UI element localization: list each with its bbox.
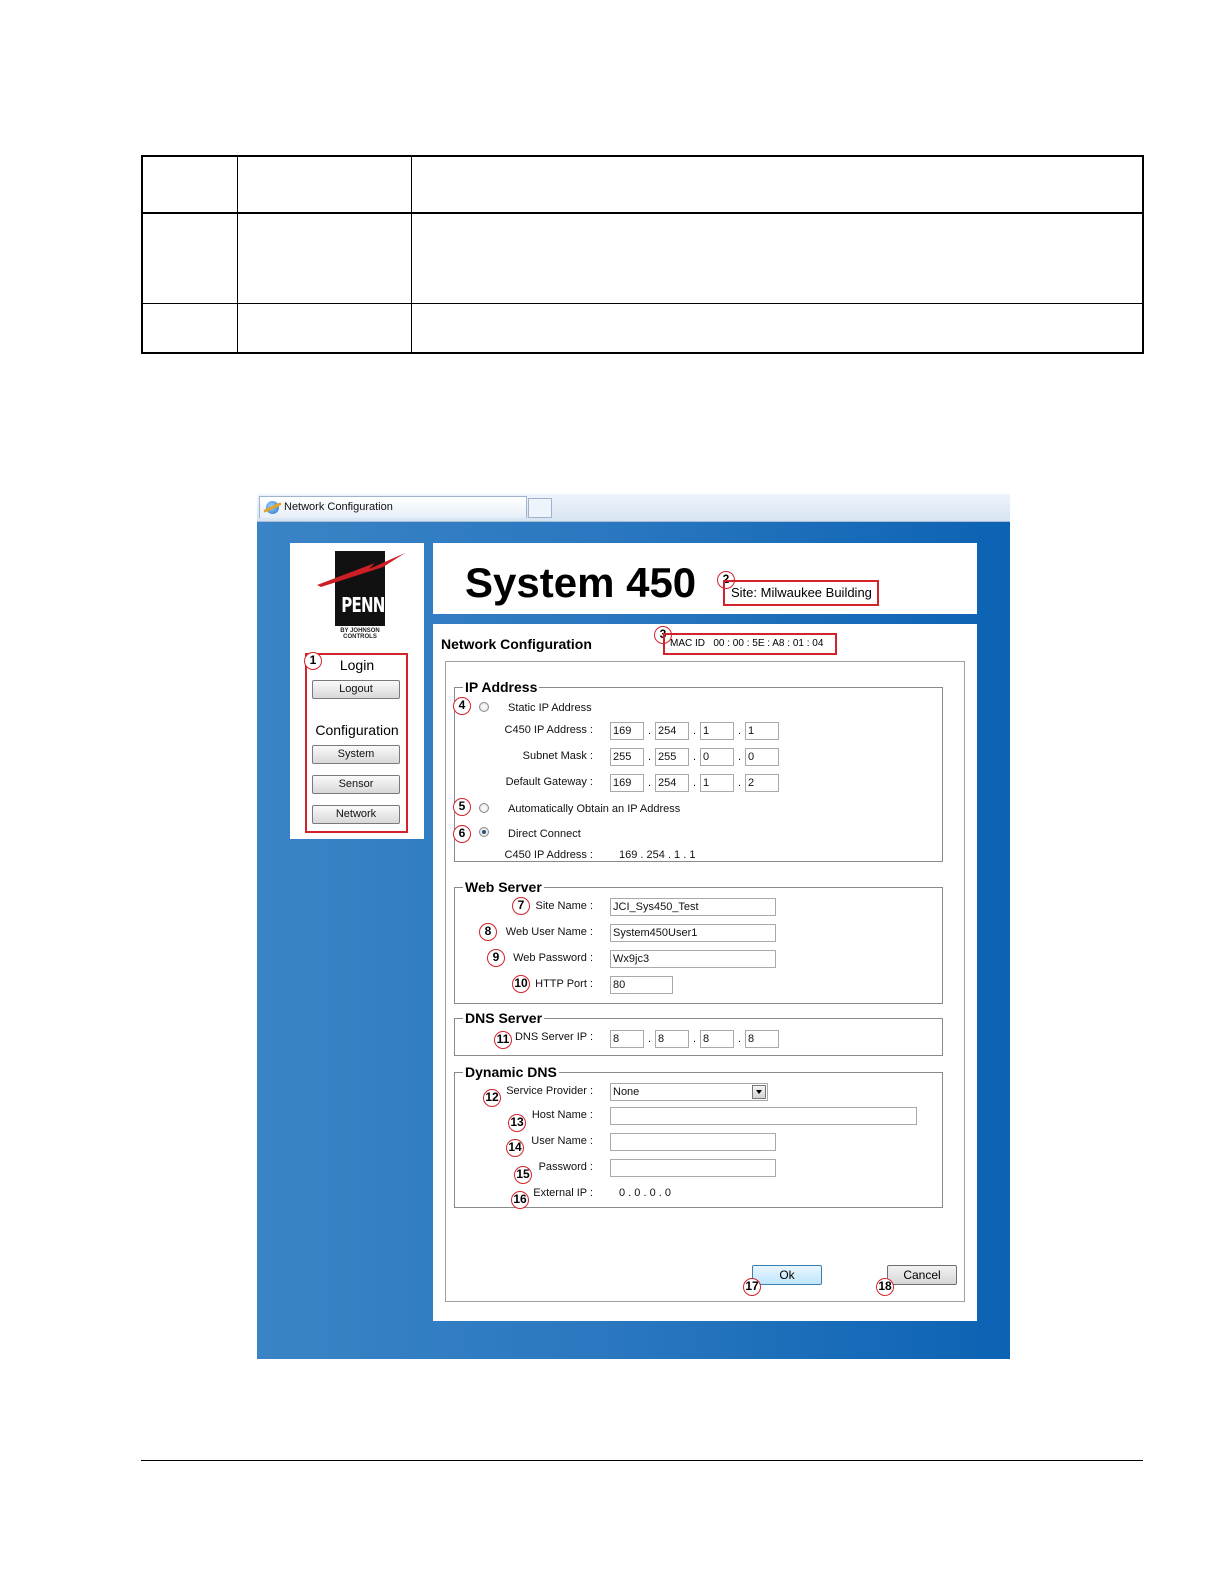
ip-separator: .: [693, 1033, 697, 1045]
page-title: Network Configuration: [441, 636, 592, 652]
main-panel: [433, 624, 977, 1321]
subnet-mask-label: Subnet Mask :: [522, 750, 593, 762]
subnet-octet-1[interactable]: 255: [610, 748, 644, 766]
callout-7: 7: [512, 897, 530, 915]
ip-separator: .: [738, 1033, 742, 1045]
dns-ip-octet-3[interactable]: 8: [700, 1030, 734, 1048]
config-form: [445, 661, 965, 1302]
ddns-password-label: Password :: [538, 1161, 593, 1173]
logo-sub-line-2: CONTROLS: [343, 634, 377, 640]
external-ip-value: 0 . 0 . 0 . 0: [619, 1187, 671, 1199]
tab-title: Network Configuration: [284, 501, 393, 513]
header-panel: [433, 543, 977, 614]
direct-connect-radio[interactable]: [479, 827, 489, 837]
network-config-screenshot: [257, 494, 1010, 1359]
service-provider-label: Service Provider :: [506, 1085, 593, 1097]
ip-address-group: [454, 680, 943, 862]
ip-separator: .: [738, 751, 742, 763]
direct-ip-value: 169 . 254 . 1 . 1: [619, 849, 696, 861]
c450-ip-octet-3[interactable]: 1: [700, 722, 734, 740]
configuration-heading: Configuration: [315, 722, 399, 738]
direct-connect-label: Direct Connect: [508, 828, 581, 840]
callout-1: 1: [304, 652, 322, 670]
browser-tab[interactable]: [259, 496, 527, 518]
ip-separator: .: [648, 751, 652, 763]
dns-server-legend: DNS Server: [465, 1010, 543, 1026]
doc-table: [141, 155, 1144, 354]
logout-button[interactable]: Logout: [312, 680, 400, 699]
callout-18: 18: [876, 1278, 894, 1296]
http-port-input[interactable]: 80: [610, 976, 673, 994]
ip-separator: .: [648, 1033, 652, 1045]
callout-15: 15: [514, 1166, 532, 1184]
lightning-bolt-icon: [317, 549, 407, 589]
ddns-user-name-label: User Name :: [531, 1135, 593, 1147]
logo-brand: PENN: [341, 593, 385, 617]
web-password-input[interactable]: Wx9jc3: [610, 950, 776, 968]
dns-server-group: [454, 1011, 943, 1056]
browser-tab-bar: [257, 494, 1010, 522]
mac-id-label: MAC ID 00 : 00 : 5E : A8 : 01 : 04: [663, 633, 837, 655]
ie-browser-icon: [266, 501, 279, 514]
system-title: System 450: [465, 559, 697, 606]
gateway-octet-2[interactable]: 254: [655, 774, 689, 792]
callout-17: 17: [743, 1278, 761, 1296]
callout-12: 12: [483, 1089, 501, 1107]
direct-ip-label: C450 IP Address :: [504, 849, 593, 861]
c450-ip-octet-2[interactable]: 254: [655, 722, 689, 740]
dynamic-dns-legend: Dynamic DNS: [465, 1064, 557, 1080]
callout-2: 2: [717, 571, 735, 589]
gateway-octet-4[interactable]: 2: [745, 774, 779, 792]
callout-13: 13: [508, 1114, 526, 1132]
gateway-octet-1[interactable]: 169: [610, 774, 644, 792]
callout-10: 10: [512, 975, 530, 993]
logo-sub-line-1: BY JOHNSON: [340, 628, 380, 634]
web-user-name-label: Web User Name :: [505, 926, 593, 938]
host-name-input[interactable]: [610, 1107, 917, 1125]
service-provider-value: None: [613, 1086, 640, 1098]
new-tab-button[interactable]: [528, 498, 552, 518]
auto-ip-label: Automatically Obtain an IP Address: [508, 803, 681, 815]
web-password-label: Web Password :: [513, 952, 593, 964]
callout-16: 16: [511, 1191, 529, 1209]
callout-11: 11: [494, 1031, 512, 1049]
web-user-name-input[interactable]: System450User1: [610, 924, 776, 942]
ip-separator: .: [738, 777, 742, 789]
c450-ip-octet-4[interactable]: 1: [745, 722, 779, 740]
login-heading: Login: [339, 657, 375, 673]
network-button[interactable]: Network: [312, 805, 400, 824]
ip-address-legend: IP Address: [465, 679, 538, 695]
ip-separator: .: [693, 777, 697, 789]
subnet-octet-3[interactable]: 0: [700, 748, 734, 766]
gateway-octet-3[interactable]: 1: [700, 774, 734, 792]
web-server-legend: Web Server: [465, 879, 542, 895]
ip-separator: .: [648, 777, 652, 789]
callout-4: 4: [453, 697, 471, 715]
table-header-rule: [143, 212, 1142, 214]
callout-8: 8: [479, 923, 497, 941]
dns-server-ip-label: DNS Server IP :: [514, 1031, 593, 1043]
subnet-octet-2[interactable]: 255: [655, 748, 689, 766]
site-name-input[interactable]: JCI_Sys450_Test: [610, 898, 776, 916]
c450-ip-label: C450 IP Address :: [504, 724, 593, 736]
table-row-rule: [143, 303, 1142, 304]
ip-separator: .: [648, 725, 652, 737]
auto-ip-radio[interactable]: [479, 803, 489, 813]
sidebar: [290, 543, 424, 839]
callout-9: 9: [487, 949, 505, 967]
system-button[interactable]: System: [312, 745, 400, 764]
table-col-rule-1: [237, 157, 238, 352]
service-provider-select[interactable]: [610, 1083, 768, 1101]
footer-rule: [141, 1460, 1143, 1461]
dns-ip-octet-4[interactable]: 8: [745, 1030, 779, 1048]
dynamic-dns-group: [454, 1065, 943, 1208]
ok-button[interactable]: Ok: [752, 1265, 822, 1285]
c450-ip-octet-1[interactable]: 169: [610, 722, 644, 740]
ddns-user-name-input[interactable]: [610, 1133, 776, 1151]
dns-ip-octet-1[interactable]: 8: [610, 1030, 644, 1048]
callout-3: 3: [654, 626, 672, 644]
logo-subtitle: [325, 628, 395, 640]
chevron-down-icon[interactable]: [752, 1085, 766, 1099]
default-gateway-label: Default Gateway :: [505, 776, 593, 788]
callout-6: 6: [453, 825, 471, 843]
table-col-rule-2: [411, 157, 412, 352]
site-name-field-label: Site Name :: [535, 900, 593, 912]
static-ip-label: Static IP Address: [508, 702, 592, 714]
host-name-label: Host Name :: [531, 1109, 593, 1121]
subnet-octet-4[interactable]: 0: [745, 748, 779, 766]
penn-logo: [335, 551, 385, 626]
sensor-button[interactable]: Sensor: [312, 775, 400, 794]
dns-ip-octet-2[interactable]: 8: [655, 1030, 689, 1048]
site-name-label: Site: Milwaukee Building: [723, 580, 879, 606]
callout-5: 5: [453, 798, 471, 816]
http-port-label: HTTP Port :: [535, 978, 593, 990]
external-ip-label: External IP :: [533, 1187, 593, 1199]
cancel-button[interactable]: Cancel: [887, 1265, 957, 1285]
callout-14: 14: [506, 1139, 524, 1157]
ddns-password-input[interactable]: [610, 1159, 776, 1177]
web-server-group: [454, 880, 943, 1004]
static-ip-radio[interactable]: [479, 702, 489, 712]
ip-separator: .: [693, 725, 697, 737]
ip-separator: .: [738, 725, 742, 737]
ip-separator: .: [693, 751, 697, 763]
